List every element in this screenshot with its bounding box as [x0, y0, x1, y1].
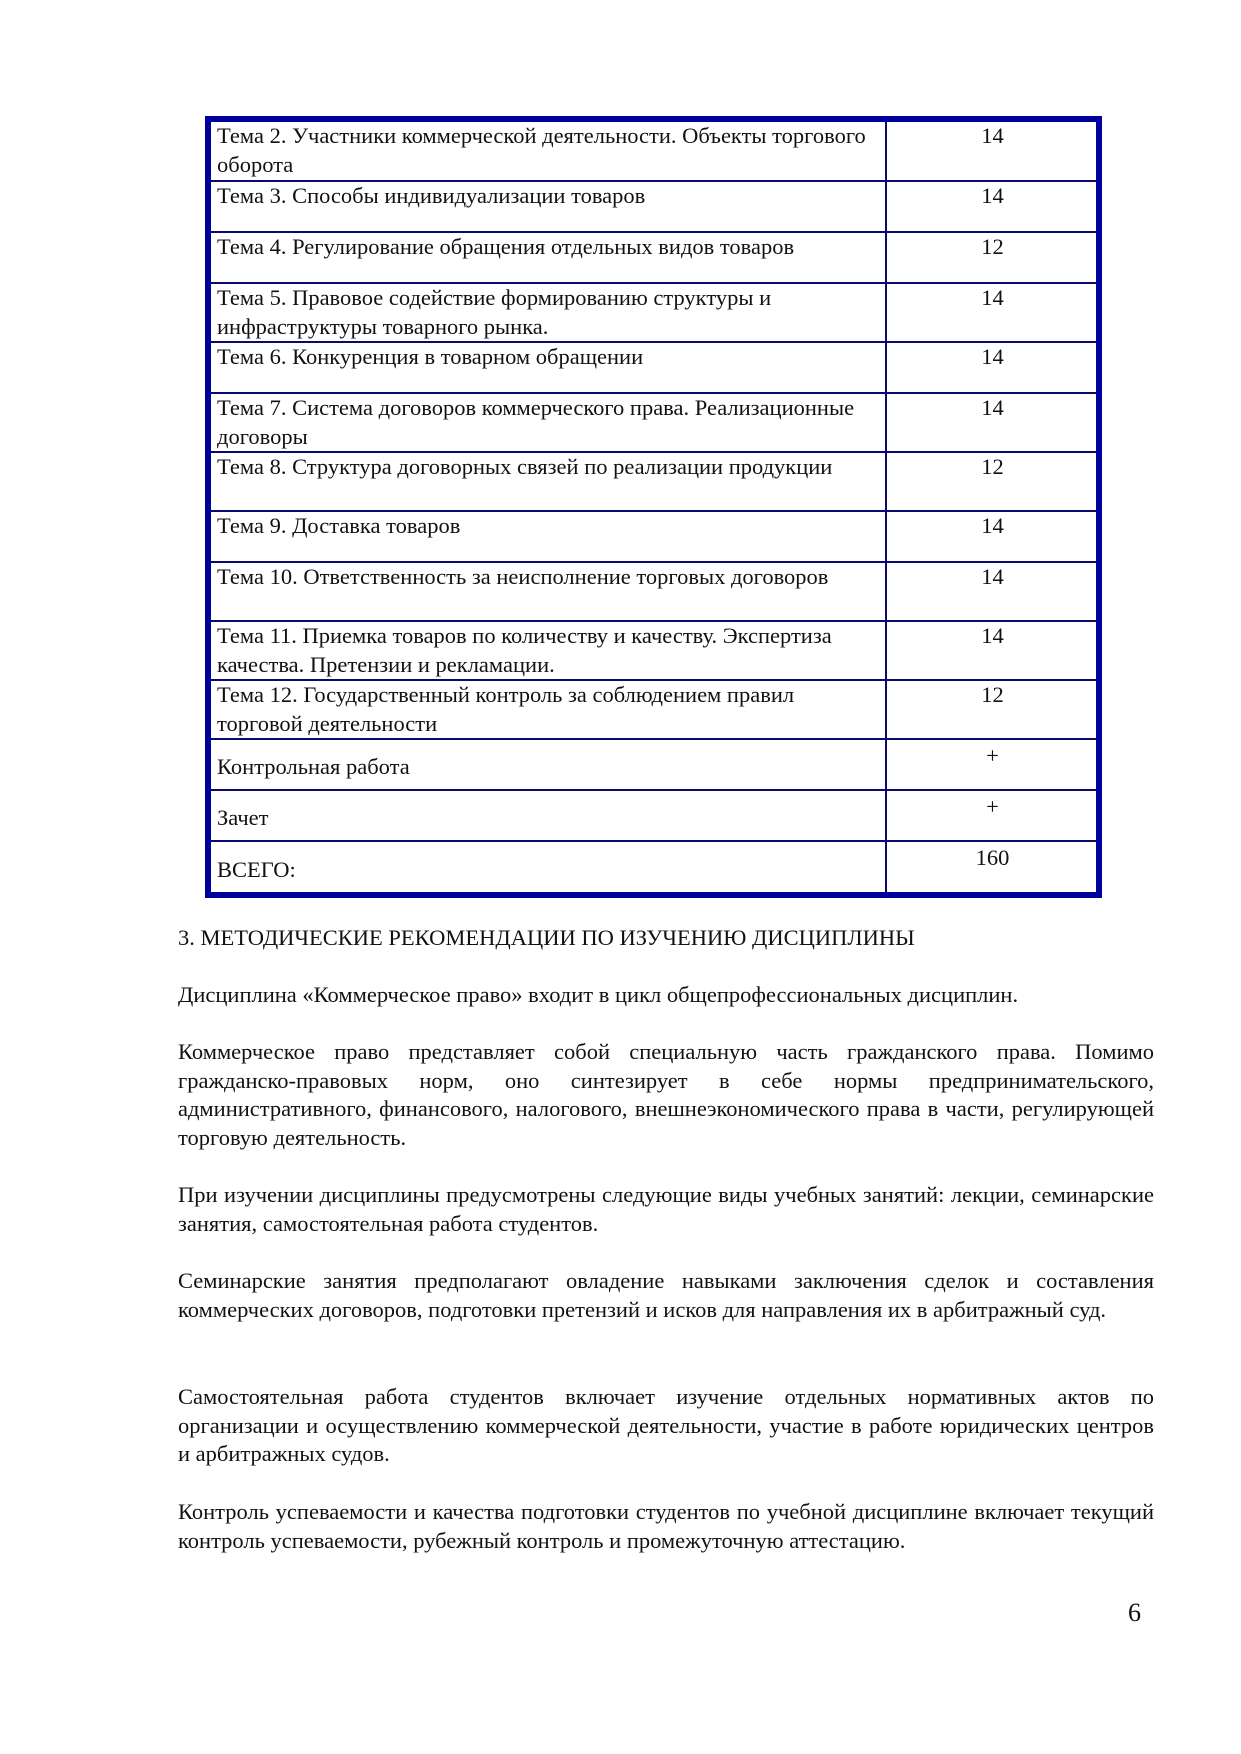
table-row	[211, 739, 1096, 790]
hours-cell: 12	[886, 680, 1096, 739]
hours-cell: 14	[886, 181, 1096, 232]
topic-cell: Тема 7. Система договоров коммерческого права. Реализационные договоры	[211, 393, 886, 452]
topic-cell: Тема 4. Регулирование обращения отдельных видов товаров	[211, 232, 886, 283]
topic-cell: Тема 10. Ответственность за неисполнение торговых договоров	[211, 562, 886, 621]
total-hours-cell: 160	[886, 841, 1096, 892]
hours-cell: 14	[886, 562, 1096, 621]
hours-table-grid	[211, 122, 1096, 892]
table-row	[211, 122, 1096, 181]
table-row	[211, 283, 1096, 342]
hours-cell: 14	[886, 283, 1096, 342]
table-row	[211, 621, 1096, 680]
paragraph: Семинарские занятия предполагают овладение навыками заключения сделок и составления коммерческих договоров, подготовки претензий и исков для направления их в арбитражный суд.	[178, 1268, 1154, 1322]
table-row	[211, 232, 1096, 283]
hours-cell: 14	[886, 393, 1096, 452]
table-row	[211, 342, 1096, 393]
paragraph: Самостоятельная работа студентов включает изучение отдельных нормативных актов по организации и осуществлению коммерческой деятельности, участие в работе юридических центров и арбитражных судов.	[178, 1384, 1154, 1466]
topic-cell: Тема 6. Конкуренция в товарном обращении	[211, 342, 886, 393]
hours-cell: +	[886, 790, 1096, 841]
hours-cell: 12	[886, 232, 1096, 283]
table-row	[211, 181, 1096, 232]
hours-cell: 12	[886, 452, 1096, 511]
paragraph: Коммерческое право представляет собой специальную часть гражданского права. Помимо гражданско-правовых норм, оно синтезирует в себе нормы предпринимательского, административного, финансового, налогового, внешнеэкономического права в части, регулирующей торговую деятельность.	[178, 1039, 1154, 1150]
topic-cell: Тема 9. Доставка товаров	[211, 511, 886, 562]
table-row	[211, 452, 1096, 511]
topic-cell: Тема 11. Приемка товаров по количеству и качеству. Экспертиза качества. Претензии и рекламации.	[211, 621, 886, 680]
table-total-row	[211, 841, 1096, 892]
hours-cell: 14	[981, 123, 1004, 148]
topic-cell: Тема 5. Правовое содействие формированию структуры и инфраструктуры товарного рынка.	[211, 283, 886, 342]
table-row	[211, 393, 1096, 452]
hours-table	[205, 116, 1102, 898]
paragraph: При изучении дисциплины предусмотрены следующие виды учебных занятий: лекции, семинарские занятия, самостоятельная работа студентов.	[178, 1182, 1154, 1236]
hours-cell: 14	[886, 511, 1096, 562]
hours-cell: 14	[886, 342, 1096, 393]
topic-cell: Тема 8. Структура договорных связей по реализации продукции	[211, 452, 886, 511]
table-row	[211, 562, 1096, 621]
hours-cell: +	[886, 739, 1096, 790]
paragraph: Контроль успеваемости и качества подготовки студентов по учебной дисциплине включает текущий контроль успеваемости, рубежный контроль и промежуточную аттестацию.	[178, 1499, 1154, 1553]
topic-cell: Контрольная работа	[211, 739, 886, 790]
topic-cell: Зачет	[211, 790, 886, 841]
page-number: 6	[1128, 1598, 1141, 1627]
table-row	[211, 511, 1096, 562]
topic-cell: Тема 12. Государственный контроль за соблюдением правил торговой деятельности	[211, 680, 886, 739]
topic-cell: Тема 3. Способы индивидуализации товаров	[211, 181, 886, 232]
table-row	[211, 790, 1096, 841]
table-row	[211, 680, 1096, 739]
topic-cell: Тема 2. Участники коммерческой деятельности. Объекты торгового оборота	[211, 122, 886, 181]
section-heading: 3. МЕТОДИЧЕСКИЕ РЕКОМЕНДАЦИИ ПО ИЗУЧЕНИЮ ДИСЦИПЛИНЫ	[178, 925, 915, 950]
paragraph: Дисциплина «Коммерческое право» входит в цикл общепрофессиональных дисциплин.	[178, 982, 1019, 1007]
hours-cell: 14	[886, 621, 1096, 680]
total-label-cell: ВСЕГО:	[211, 841, 886, 892]
